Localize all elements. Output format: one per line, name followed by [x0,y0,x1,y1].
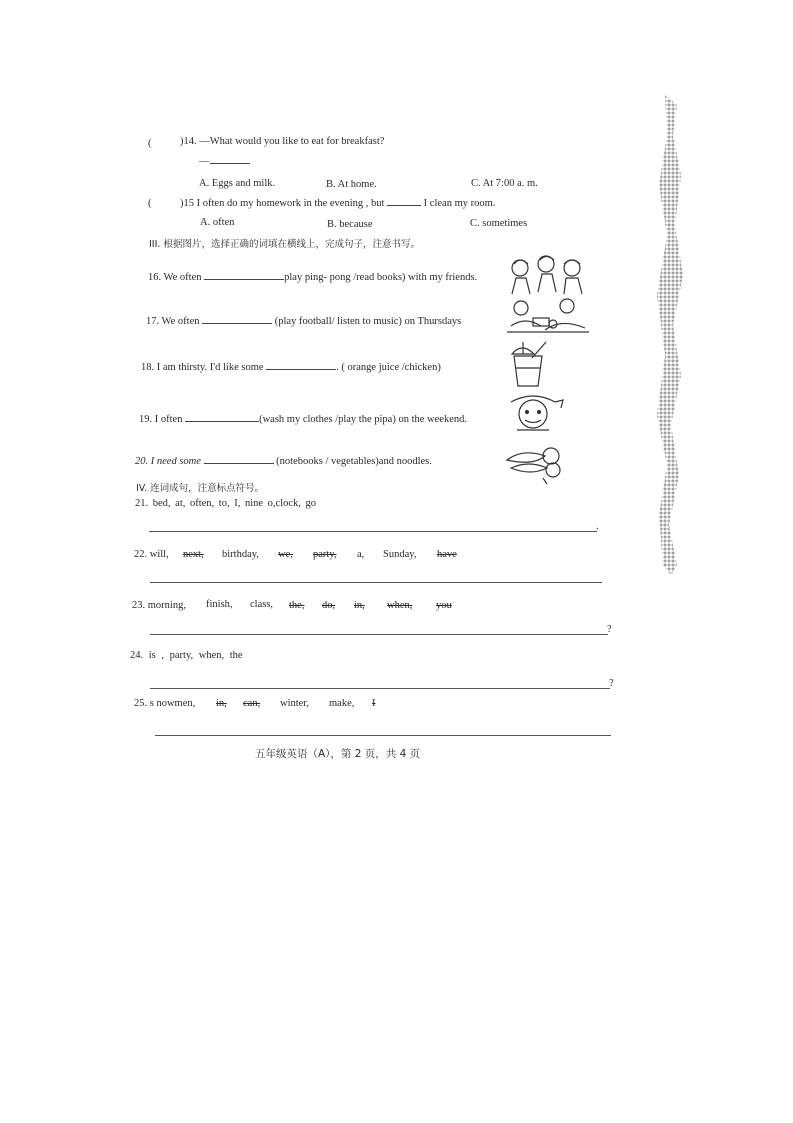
q15-option-b: B. because [327,219,373,230]
torn-page-edge [655,95,685,575]
q14-option-c: C. At 7:00 a. m. [471,178,538,189]
q14-option-b: B. At home. [326,179,377,190]
q23-question-mark: ? [607,624,612,635]
q22-w8: have [437,549,457,560]
section-4-title: IV. 连词成句，注意标点符号。 [136,483,265,494]
q15-stem: )15 I often do my homework in the evening , but I clean my room. [180,198,496,209]
q23-w2: finish, [206,599,233,610]
q23-w4: the, [289,600,305,611]
section-3-title: III. 根据图片，选择正确的词填在横线上，完成句子，注意书写。 [149,239,420,250]
q20: 20. I need some (notebooks / vegetables)and noodles. [135,456,432,467]
q25-w2: in, [216,698,227,709]
q24-answer-line [150,688,610,689]
q22-w1: 22. will, [134,549,169,560]
q25-w1: 25. s nowmen, [134,698,196,709]
q24-question-mark: ? [609,678,614,689]
q18: 18. I am thirsty. I'd like some . ( orange juice /chicken) [141,362,441,373]
q22-w6: a, [357,549,365,560]
q25-w5: make, [329,698,355,709]
kids-reading-picture [505,296,591,336]
q21-answer-line [149,531,597,532]
q23-w6: in, [354,600,365,611]
q25-w4: winter, [280,698,310,709]
q25-w6: I [372,698,376,709]
q14-stem: )14. —What would you like to eat for breakfast? [180,136,385,147]
q23-w1: 23. morning, [132,600,186,611]
q22-w5: party, [313,549,337,560]
q24-words: 24. is , party, when, the [130,650,243,661]
q25-answer-line [155,735,611,736]
q23-w8: you [436,600,452,611]
q17: 17. We often (play football/ listen to music) on Thursdays [146,316,462,327]
q14-paren: ( [148,138,152,149]
q16: 16. We often play ping- pong /read books) with my friends. [148,272,478,283]
q15-option-c: C. sometimes [470,218,528,229]
q15-option-a: A. often [200,217,235,228]
q14-answer-dash: — [199,156,250,167]
q21-period: . [596,521,599,532]
q21-words: 21. bed, at, often, to, I, nine o,clock, go [135,498,317,509]
q23-w5: do, [322,600,336,611]
q25-w3: can, [243,698,261,709]
vegetables-picture [503,442,563,486]
q23-answer-line [150,634,608,635]
q14-option-a: A. Eggs and milk. [199,178,276,189]
q22-answer-line [150,582,602,583]
girl-face-picture [505,392,567,436]
q22-w7: Sunday, [383,549,417,560]
q23-w7: when, [387,600,413,611]
q15-paren: ( [148,198,152,209]
kids-playing-picture [502,254,590,296]
q22-w3: birthday, [222,549,259,560]
orange-juice-picture [506,340,550,390]
q22-w4: we, [278,549,293,560]
q23-w3: class, [250,599,274,610]
q22-w2: next, [183,549,204,560]
q19: 19. I often (wash my clothes /play the pipa) on the weekend. [139,414,467,425]
page-footer: 五年级英语（A），第 2 页，共 4 页 [255,748,421,760]
